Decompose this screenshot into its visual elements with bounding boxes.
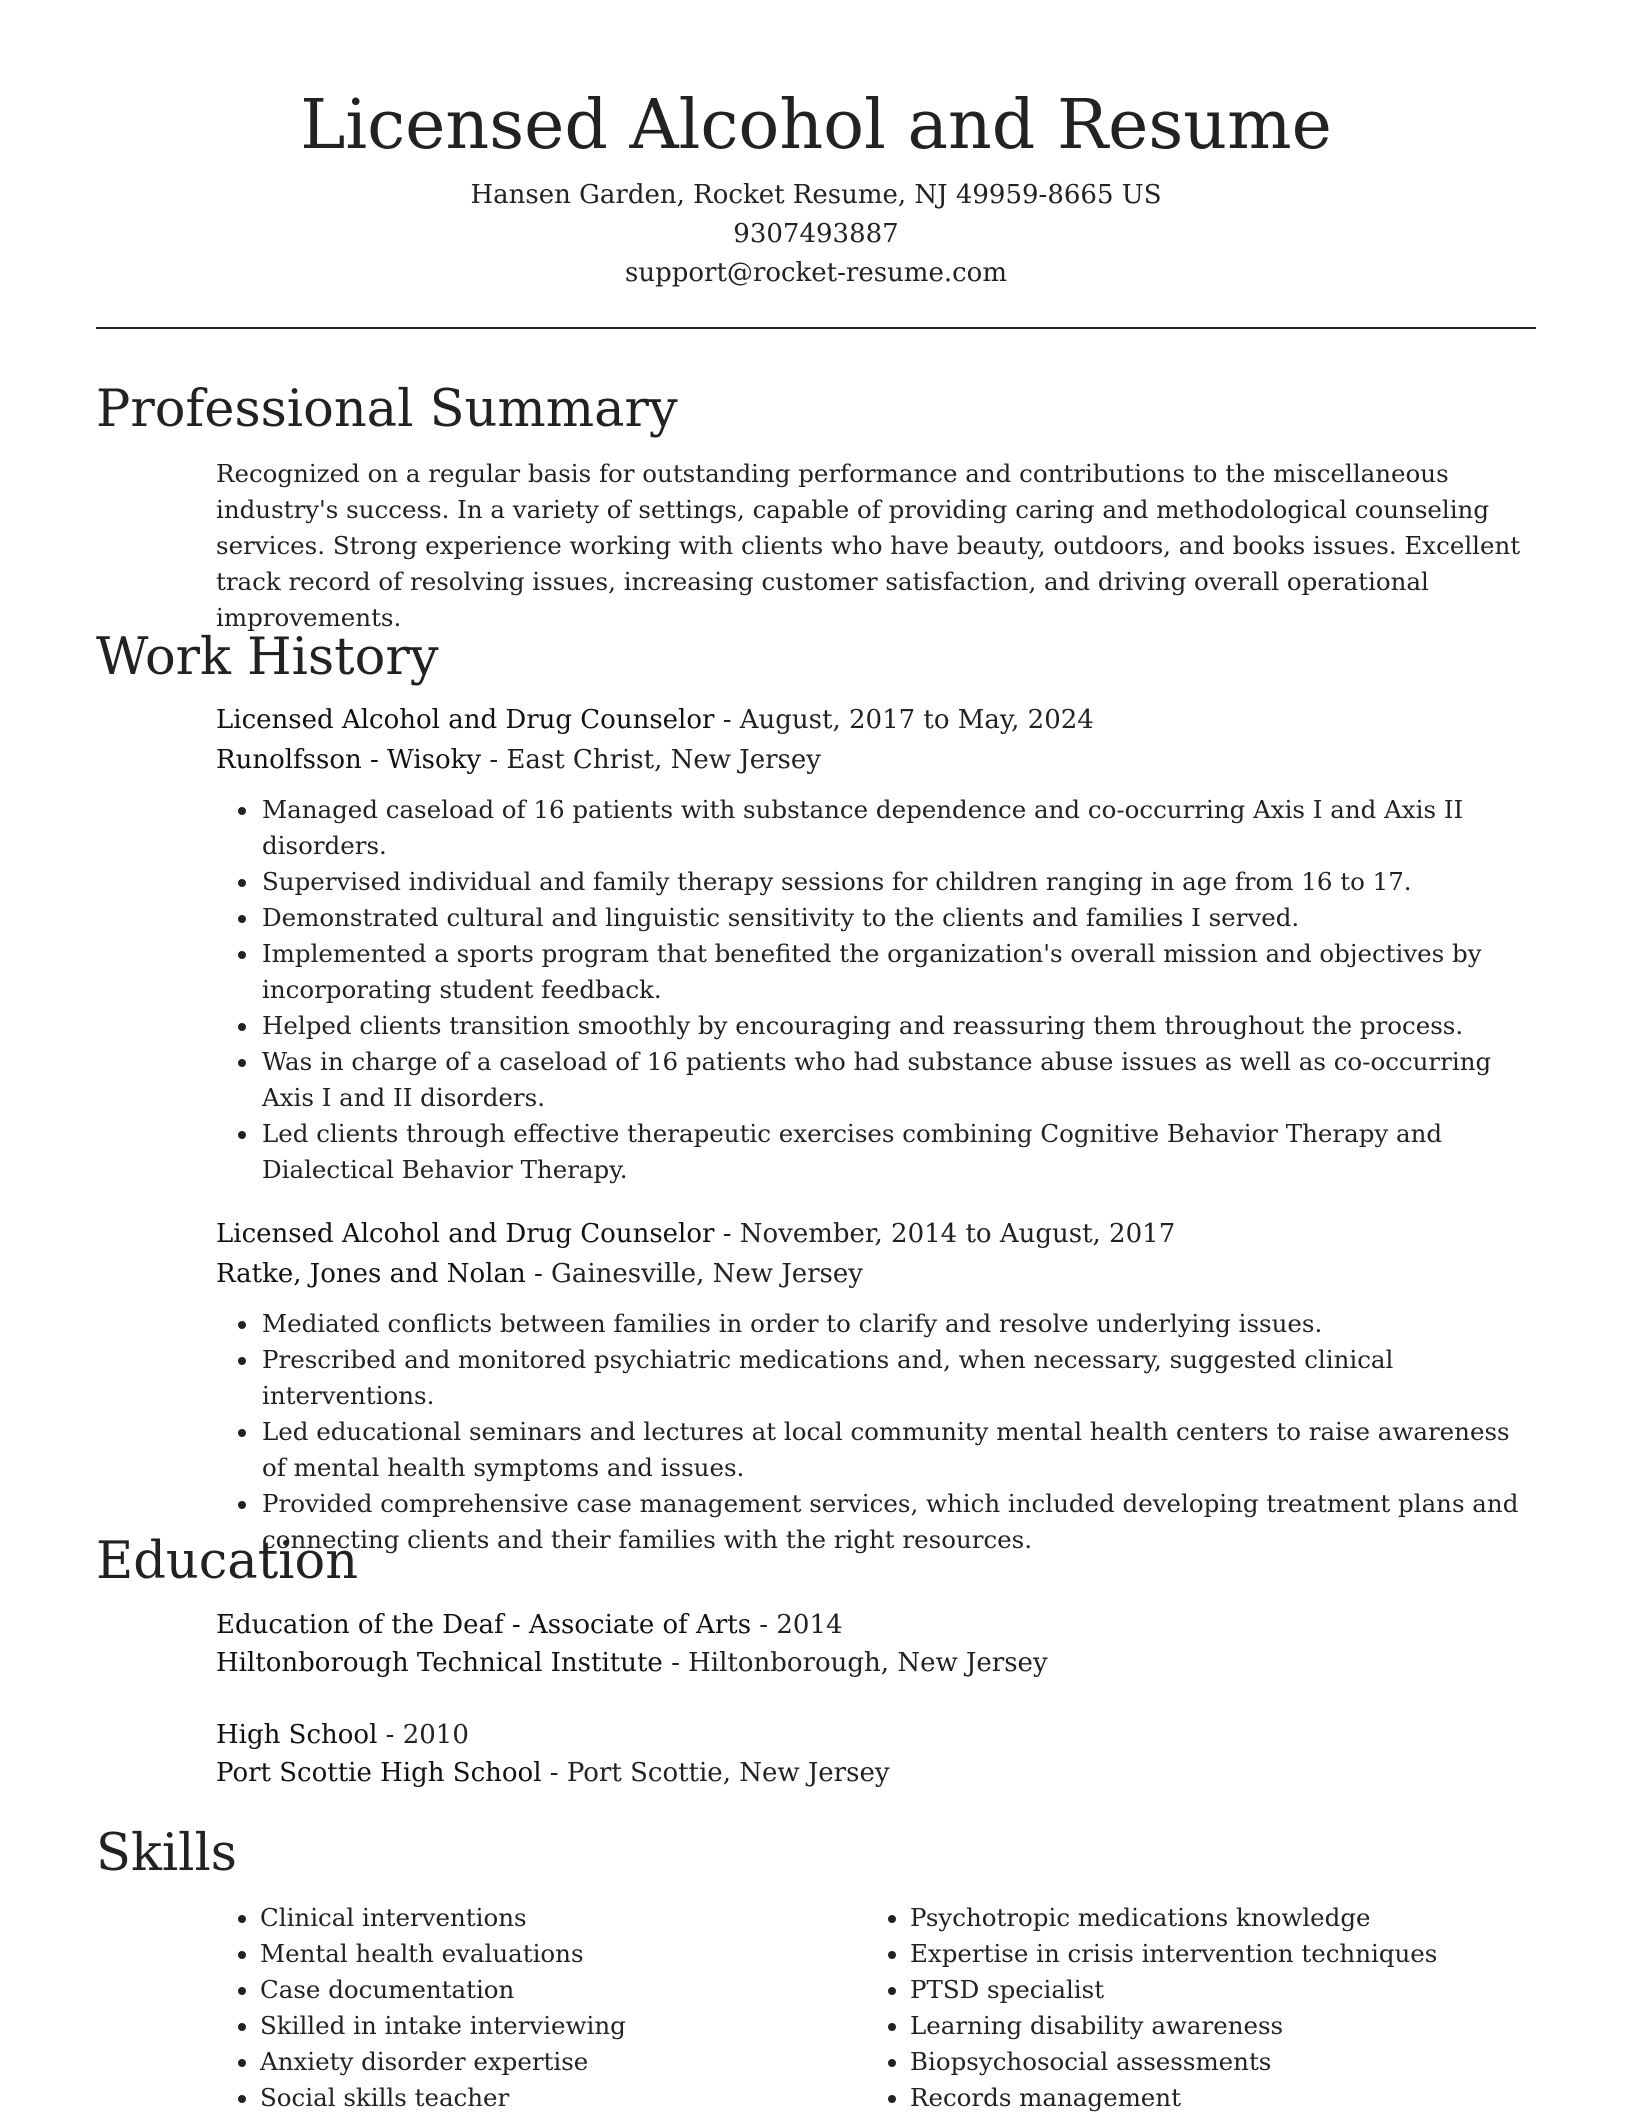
skill-item: • Biopsychosocial assessments: [910, 2044, 1516, 2080]
skill-item: • PTSD specialist: [910, 1972, 1516, 2008]
education-year: - 2014: [751, 1610, 843, 1640]
contact-phone: 9307493887: [733, 219, 899, 249]
job-title-line: [216, 700, 1526, 740]
education-location: - Hiltonborough, New Jersey: [662, 1648, 1048, 1678]
education-program-line: [216, 1606, 1526, 1644]
skill-item: • Clinical interventions: [260, 1900, 866, 1936]
education-school-line: [216, 1754, 1526, 1792]
skill-item: • Skilled in intake interviewing: [260, 2008, 866, 2044]
education-location: - Port Scottie, New Jersey: [541, 1758, 890, 1788]
job-bullet: • Led educational seminars and lectures at local community mental health centers to raise awareness of mental health symptoms and issues.: [260, 1414, 1526, 1486]
skill-item: • Expertise in crisis intervention techniques: [910, 1936, 1516, 1972]
job-bullet: • Provided comprehensive case management services, which included developing treatment plans and connecting clients and their families with the right resources.: [260, 1486, 1526, 1558]
summary-heading: Professional Summary: [96, 380, 678, 439]
job-entry: [216, 700, 1526, 1188]
job-position: Licensed Alcohol and Drug Counselor: [216, 705, 715, 735]
education-entry: [216, 1606, 1526, 1682]
job-bullet: • Managed caseload of 16 patients with substance dependence and co-occurring Axis I and Axis II disorders.: [260, 792, 1526, 864]
contact-email: support@rocket-resume.com: [624, 258, 1007, 288]
candidate-name: Licensed Alcohol and Resume: [300, 86, 1332, 165]
work-heading: Work History: [96, 628, 439, 687]
skill-item: • Case documentation: [260, 1972, 866, 2008]
education-entry: [216, 1716, 1526, 1792]
skills-heading: Skills: [96, 1824, 237, 1883]
skills-column-left: [216, 1900, 866, 2116]
education-school: Port Scottie High School: [216, 1758, 542, 1788]
summary-body: [216, 456, 1526, 636]
skills-column-right: [866, 1900, 1516, 2116]
job-bullet: • Mediated conflicts between families in order to clarify and resolve underlying issues.: [260, 1306, 1526, 1342]
job-entry: [216, 1214, 1526, 1558]
resume-header: [96, 0, 1536, 329]
job-bullet: • Demonstrated cultural and linguistic sensitivity to the clients and families I served.: [260, 900, 1526, 936]
job-bullet: • Led clients through effective therapeutic exercises combining Cognitive Behavior Therapy and Dialectical Behavior Therapy.: [260, 1116, 1526, 1188]
skill-item: • Psychotropic medications knowledge: [910, 1900, 1516, 1936]
contact-address: Hansen Garden, Rocket Resume, NJ 49959-8665 US: [470, 180, 1162, 210]
job-dates: - August, 2017 to May, 2024: [714, 705, 1094, 735]
skill-item: • Records management: [910, 2080, 1516, 2116]
education-heading: Education: [96, 1532, 359, 1591]
skill-item: • Mental health evaluations: [260, 1936, 866, 1972]
summary-text: Recognized on a regular basis for outstanding performance and contributions to the miscellaneous industry's success. In a variety of settings, capable of providing caring and methodological counseling services. Strong experience working with clients who have beauty, outdoors, and books issues. Excellent track record of resolving issues, increasing customer satisfaction, and driving overall operational improvements.: [216, 459, 1521, 632]
job-company-line: [216, 740, 1526, 780]
summary-section: [96, 378, 1536, 636]
education-school-line: [216, 1644, 1526, 1682]
education-year: - 2010: [377, 1720, 469, 1750]
header-divider: [96, 327, 1536, 329]
education-section: [96, 1530, 1536, 1792]
skill-item: • Social skills teacher: [260, 2080, 866, 2116]
skills-columns: [216, 1900, 1526, 2116]
education-school: Hiltonborough Technical Institute: [216, 1648, 663, 1678]
work-section: [96, 626, 1536, 1558]
job-title-line: [216, 1214, 1526, 1254]
job-location: - East Christ, New Jersey: [481, 745, 821, 775]
skill-item: • Learning disability awareness: [910, 2008, 1516, 2044]
job-bullets: [216, 1306, 1526, 1558]
job-bullet: • Implemented a sports program that benefited the organization's overall mission and objectives by incorporating student feedback.: [260, 936, 1526, 1008]
job-bullet: • Was in charge of a caseload of 16 patients who had substance abuse issues as well as co-occurring Axis I and II disorders.: [260, 1044, 1526, 1116]
education-program: High School: [216, 1720, 378, 1750]
education-program-line: [216, 1716, 1526, 1754]
job-bullet: • Helped clients transition smoothly by encouraging and reassuring them throughout the process.: [260, 1008, 1526, 1044]
skills-list: [216, 1900, 866, 2116]
job-location: - Gainesville, New Jersey: [525, 1259, 863, 1289]
skills-section: [96, 1822, 1536, 2116]
job-bullet: • Prescribed and monitored psychiatric medications and, when necessary, suggested clinical interventions.: [260, 1342, 1526, 1414]
job-dates: - November, 2014 to August, 2017: [714, 1219, 1176, 1249]
resume-page: [96, 0, 1536, 2112]
job-company: Runolfsson - Wisoky: [216, 745, 482, 775]
job-bullet: • Supervised individual and family therapy sessions for children ranging in age from 16 to 17.: [260, 864, 1526, 900]
job-company-line: [216, 1254, 1526, 1294]
education-program: Education of the Deaf - Associate of Arts: [216, 1610, 752, 1640]
job-position: Licensed Alcohol and Drug Counselor: [216, 1219, 715, 1249]
job-bullets: [216, 792, 1526, 1188]
contact-block: [96, 176, 1536, 293]
job-company: Ratke, Jones and Nolan: [216, 1259, 526, 1289]
skills-list: [866, 1900, 1516, 2116]
skill-item: • Anxiety disorder expertise: [260, 2044, 866, 2080]
